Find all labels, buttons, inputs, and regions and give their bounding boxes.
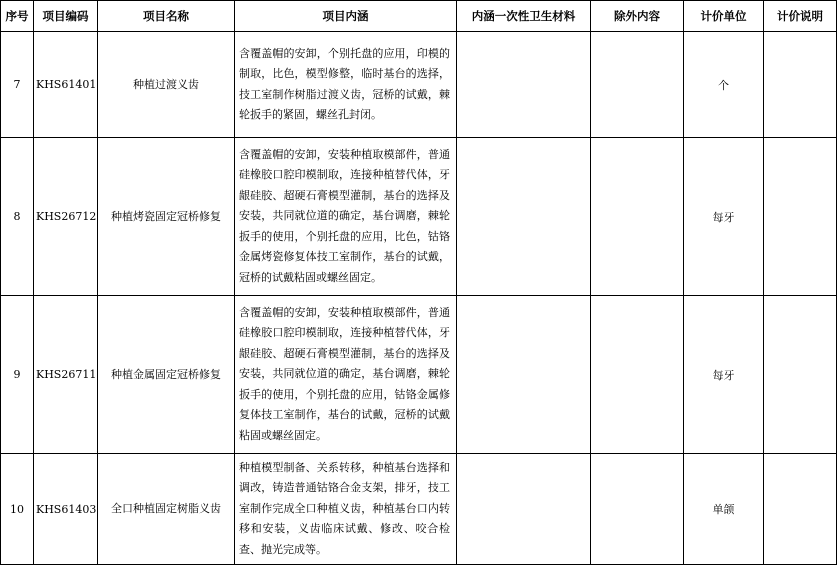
row-no: 8 xyxy=(1,138,34,296)
header-content: 项目内涵 xyxy=(235,1,457,32)
row-content: 含覆盖帽的安卸，个别托盘的应用，印模的制取，比色，模型修整，临时基台的选择，技工室制作树脂过渡义齿，冠桥的试戴，棘轮扳手的紧固，螺丝孔封闭。 xyxy=(235,32,457,138)
row-note xyxy=(764,454,837,565)
row-code: KHS61401 xyxy=(34,32,98,138)
header-no: 序号 xyxy=(1,1,34,32)
row-note xyxy=(764,32,837,138)
row-material xyxy=(457,138,591,296)
row-code: KHS26712 xyxy=(34,138,98,296)
header-material: 内涵一次性卫生材料 xyxy=(457,1,591,32)
row-exclude xyxy=(591,296,684,454)
row-name: 种植金属固定冠桥修复 xyxy=(98,296,235,454)
table-row xyxy=(1,296,837,454)
row-material xyxy=(457,454,591,565)
row-unit: 个 xyxy=(684,32,764,138)
row-exclude xyxy=(591,138,684,296)
row-unit: 每牙 xyxy=(684,138,764,296)
table-row xyxy=(1,138,837,296)
row-name: 全口种植固定树脂义齿 xyxy=(98,454,235,565)
row-unit: 每牙 xyxy=(684,296,764,454)
row-no: 9 xyxy=(1,296,34,454)
header-note: 计价说明 xyxy=(764,1,837,32)
row-note xyxy=(764,296,837,454)
row-exclude xyxy=(591,454,684,565)
header-row xyxy=(1,1,837,32)
row-content: 种植模型制备、关系转移，种植基台选择和调改，铸造普通钴铬合金支架，排牙，技工室制作完成全口种植义齿，种植基台口内转移和安装，义齿临床试戴、修改、咬合检查、抛光完成等。 xyxy=(235,454,457,565)
row-no: 10 xyxy=(1,454,34,565)
row-material xyxy=(457,32,591,138)
header-unit: 计价单位 xyxy=(684,1,764,32)
header-name: 项目名称 xyxy=(98,1,235,32)
row-name: 种植过渡义齿 xyxy=(98,32,235,138)
header-code: 项目编码 xyxy=(34,1,98,32)
header-exclude: 除外内容 xyxy=(591,1,684,32)
row-name: 种植烤瓷固定冠桥修复 xyxy=(98,138,235,296)
row-material xyxy=(457,296,591,454)
row-content: 含覆盖帽的安卸，安装种植取模部件，普通硅橡胶口腔印模制取，连接种植替代体，牙龈硅胶、超硬石膏模型灌制，基台的选择及安装，共同就位道的确定，基台调磨，棘轮扳手的使用，个别托盘的应用，钴铬金属修复体技工室制作，基台的试戴，冠桥的试戴粘固或螺丝固定。 xyxy=(235,296,457,454)
row-no: 7 xyxy=(1,32,34,138)
row-code: KHS61403 xyxy=(34,454,98,565)
row-note xyxy=(764,138,837,296)
table-row xyxy=(1,454,837,565)
row-code: KHS26711 xyxy=(34,296,98,454)
row-content: 含覆盖帽的安卸，安装种植取模部件，普通硅橡胶口腔印模制取，连接种植替代体，牙龈硅胶、超硬石膏模型灌制，基台的选择及安装，共同就位道的确定，基台调磨，棘轮扳手的使用，个别托盘的应用，比色，钴铬金属烤瓷修复体技工室制作，基台的试戴，冠桥的试戴粘固或螺丝固定。 xyxy=(235,138,457,296)
row-unit: 单颌 xyxy=(684,454,764,565)
table-row xyxy=(1,32,837,138)
row-exclude xyxy=(591,32,684,138)
